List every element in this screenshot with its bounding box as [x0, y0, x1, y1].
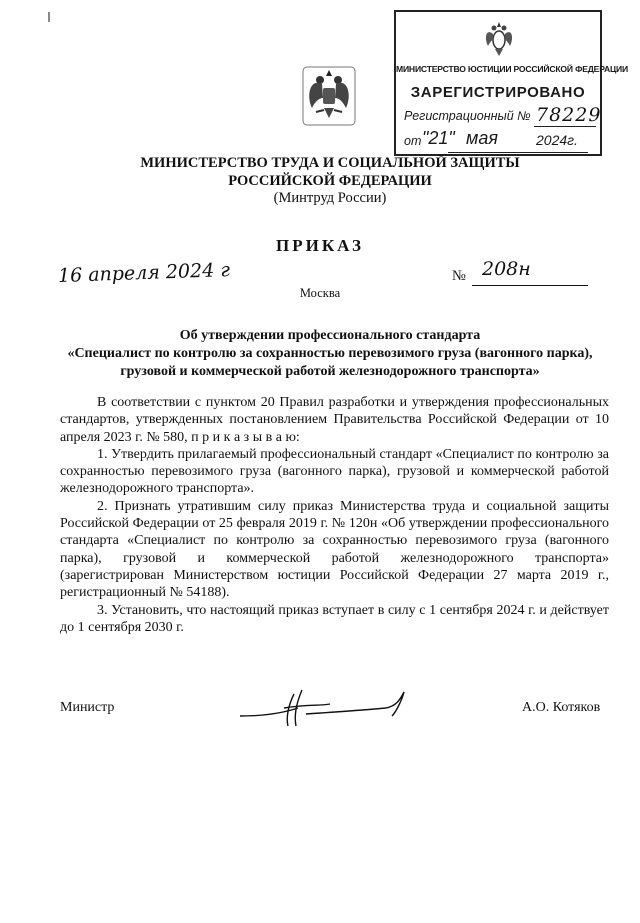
stamp-reg-number: 78229 — [536, 104, 602, 126]
stamp-ministry: МИНИСТЕРСТВО ЮСТИЦИИ РОССИЙСКОЙ ФЕДЕРАЦИИ — [396, 64, 629, 74]
heading-line-2: «Специалист по контролю за сохранностью перевозимого груза (вагонного парка), грузовой и коммерческой работой железнодорожного транспорта» — [67, 346, 593, 379]
order-date: 16 апреля 2024 г — [57, 259, 231, 287]
signer-name: А.О. Котяков — [522, 700, 601, 715]
signer-position: Министр — [60, 700, 115, 715]
ministry-line-1: МИНИСТЕРСТВО ТРУДА И СОЦИАЛЬНОЙ ЗАЩИТЫ — [140, 155, 520, 171]
stamp-status: ЗАРЕГИСТРИРОВАНО — [410, 84, 586, 101]
stamp-reg-label: Регистрационный № — [404, 109, 531, 123]
ministry-line-2: РОССИЙСКОЙ ФЕДЕРАЦИИ — [228, 173, 432, 189]
item-1-paragraph: 1. Утвердить прилагаемый профессиональный стандарт «Специалист по контролю за сохранностью перевозимого груза (вагонного парка), грузовой и коммерческой работой железнодорожного транспорта». — [60, 446, 609, 497]
stamp-underline — [534, 126, 596, 127]
stamp-month: мая — [466, 128, 498, 148]
number-sign: № — [452, 268, 466, 284]
document-type: ПРИКАЗ — [276, 236, 364, 255]
item-2-paragraph: 2. Признать утратившим силу приказ Министерства труда и социальной защиты Российской Федерации от 25 февраля 2019 г. № 120н «Об утверждении профессионального стандарта «Специалист по контролю за сохранностью перевозимого груза (вагонного парка), грузовой и коммерческой работой железнодорожного транспорта» (зарегистрирован Министерством юстиции Российской Федерации 27 марта 2019 г., регистрационный № 54188). — [60, 498, 609, 601]
ministry-short-name: (Минтруд России) — [273, 190, 387, 206]
heading-line-1: Об утверждении профессионального стандарта — [179, 328, 481, 343]
scan-mark — [48, 12, 50, 22]
ministry-name — [90, 154, 570, 190]
order-number: 208н — [482, 258, 531, 280]
preamble-paragraph: В соответствии с пунктом 20 Правил разработки и утверждения профессиональных стандартов, утвержденных постановлением Правительства Российской Федерации от 10 апреля 2023 г. № 580, п р и к а з ы в а ю: — [60, 395, 609, 445]
registration-stamp — [394, 10, 629, 156]
stamp-year: 2024г. — [536, 132, 578, 148]
eagle-emblem-icon — [482, 18, 516, 58]
document-body — [60, 394, 609, 636]
stamp-day: "21" — [422, 128, 455, 148]
item-3-paragraph: 3. Установить, что настоящий приказ вступает в силу с 1 сентября 2024 г. и действует до 1 сентября 2030 г. — [60, 602, 609, 635]
handwritten-signature-icon — [236, 686, 426, 730]
city: Москва — [299, 286, 341, 300]
stamp-date-underline — [448, 152, 588, 153]
stamp-from-label: от — [404, 134, 422, 148]
document-heading — [60, 327, 600, 381]
coat-of-arms-icon — [302, 66, 356, 126]
